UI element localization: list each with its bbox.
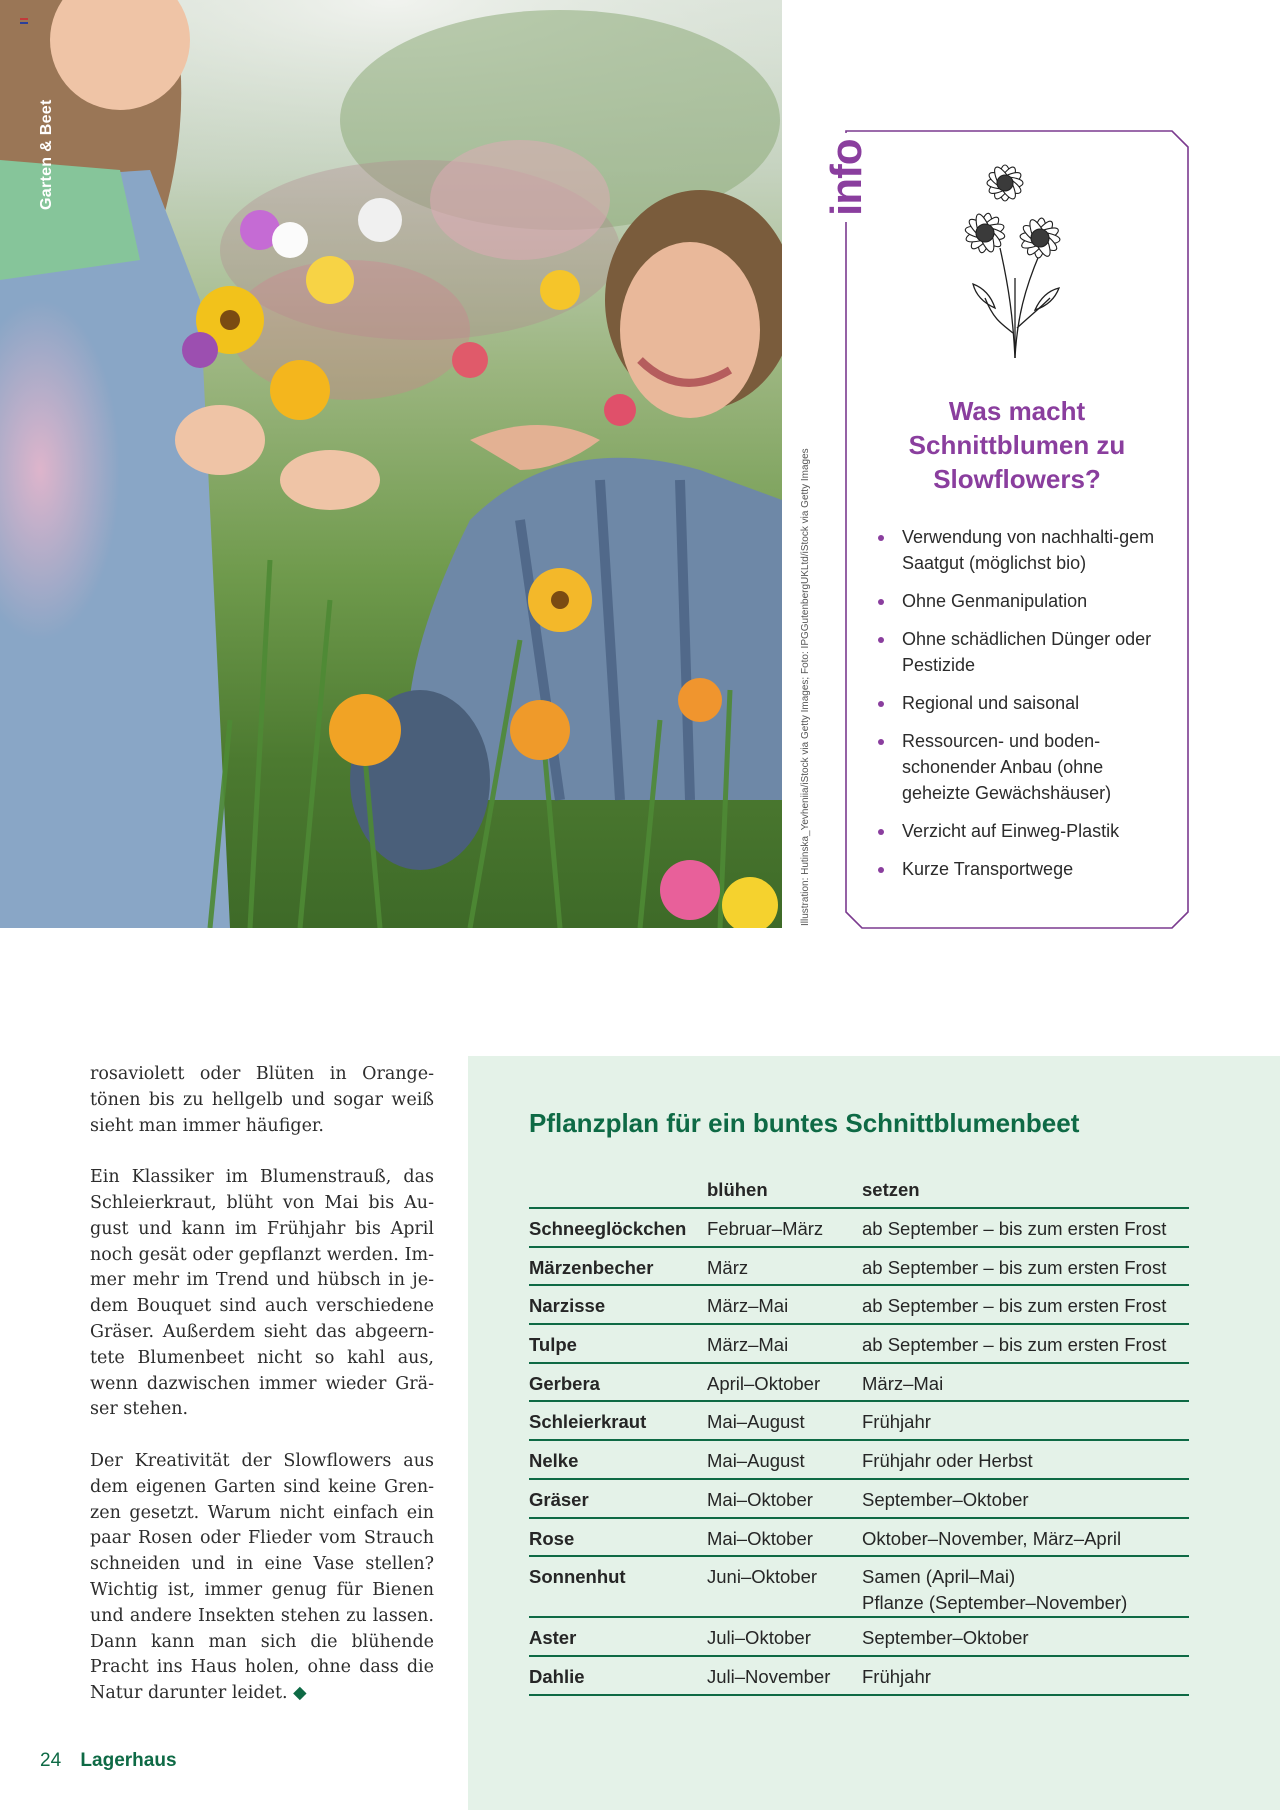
plan-table-row bbox=[529, 1285, 1189, 1324]
bloom-period bbox=[707, 1363, 862, 1402]
plant-name bbox=[529, 1401, 707, 1440]
bloom-period-text: Juli–November bbox=[707, 1665, 831, 1687]
info-title: Was macht Schnittblumen zu Slowflowers? bbox=[908, 396, 1126, 494]
bloom-period-text: Mai–August bbox=[707, 1450, 805, 1472]
plant-name-text: Rose bbox=[529, 1527, 575, 1549]
photo-illustration bbox=[0, 0, 782, 928]
bloom-period bbox=[707, 1440, 862, 1479]
planting-period bbox=[862, 1556, 1189, 1617]
planting-period bbox=[862, 1247, 1189, 1286]
bloom-period-text: Mai–Oktober bbox=[707, 1488, 813, 1510]
info-list-item: Verzicht auf Einweg-Plastik bbox=[876, 818, 1176, 844]
bloom-period bbox=[707, 1479, 862, 1518]
info-list-item: Kurze Transportwege bbox=[876, 856, 1176, 882]
planting-period-text: ab September – bis zum ersten Frost bbox=[862, 1256, 1167, 1278]
page-footer bbox=[40, 1750, 177, 1772]
plant-name-text: Gräser bbox=[529, 1488, 589, 1510]
bloom-period-text: April–Oktober bbox=[707, 1372, 821, 1394]
planting-period-text: ab September – bis zum ersten Frost bbox=[862, 1218, 1167, 1239]
planting-period bbox=[862, 1363, 1189, 1402]
bloom-period bbox=[707, 1401, 862, 1440]
plan-header-name bbox=[529, 1172, 707, 1208]
bloom-period-text: März bbox=[707, 1256, 749, 1278]
planting-period bbox=[862, 1401, 1189, 1440]
plant-name-text: Schleierkraut bbox=[529, 1411, 647, 1433]
plan-table-header bbox=[529, 1172, 1189, 1208]
plan-header-bloom: blühen bbox=[707, 1178, 768, 1200]
plant-name-text: Schneeglöckchen bbox=[529, 1218, 687, 1239]
bloom-period bbox=[707, 1285, 862, 1324]
article-paragraph-text: Der Kreativität der Slowflowers aus dem eigenen Garten sind keine Gren-zen gesetzt. Warum nicht einfach ein paar Rosen oder Flieder vom Strauch schneiden und in eine Vase stellen? Wichtig ist, immer genug für Bienen und andere Insekten stehen zu lassen. Dann kann man sich die blühende Pracht ins Haus holen, ohne dass die Natur darunter leidet. bbox=[90, 1450, 434, 1704]
planting-period bbox=[862, 1617, 1189, 1656]
planting-period-text: Frühjahr bbox=[862, 1411, 931, 1433]
brand-name: Lagerhaus bbox=[80, 1750, 177, 1771]
bloom-period bbox=[707, 1518, 862, 1557]
plan-table-row bbox=[529, 1479, 1189, 1518]
section-label: Garten & Beet bbox=[38, 99, 55, 210]
plan-table-row bbox=[529, 1363, 1189, 1402]
article-body bbox=[90, 1062, 434, 1733]
plant-name-text: Dahlie bbox=[529, 1665, 585, 1687]
plant-name bbox=[529, 1479, 707, 1518]
bloom-period bbox=[707, 1208, 862, 1247]
info-list bbox=[876, 524, 1176, 894]
hero-photo bbox=[0, 0, 782, 928]
plant-name bbox=[529, 1440, 707, 1479]
info-list-item: Ohne Genmanipulation bbox=[876, 588, 1176, 614]
plan-table-row bbox=[529, 1440, 1189, 1479]
plant-name-text: Nelke bbox=[529, 1450, 579, 1472]
bloom-period-text: Mai–August bbox=[707, 1411, 805, 1433]
plan-header-plant: setzen bbox=[862, 1178, 920, 1200]
bloom-period bbox=[707, 1324, 862, 1363]
planting-period bbox=[862, 1324, 1189, 1363]
planting-period bbox=[862, 1656, 1189, 1695]
page-number: 24 bbox=[40, 1750, 62, 1771]
bloom-period bbox=[707, 1247, 862, 1286]
daisy-illustration-icon bbox=[945, 158, 1085, 368]
plan-table-row bbox=[529, 1617, 1189, 1656]
plan-table bbox=[529, 1172, 1189, 1696]
article-paragraph: rosaviolett oder Blüten in Orange-tönen bis zu hellgelb und sogar weiß sieht man immer häufiger. bbox=[90, 1064, 434, 1136]
planting-period bbox=[862, 1479, 1189, 1518]
planting-period-text: Frühjahr bbox=[862, 1665, 931, 1687]
bloom-period-text: Juli–Oktober bbox=[707, 1627, 811, 1649]
planting-period-text: September–Oktober bbox=[862, 1488, 1029, 1510]
info-tag: info bbox=[822, 133, 872, 222]
article-paragraph: Ein Klassiker im Blumenstrauß, das Schleierkraut, blüht von Mai bis Au-gust und kann im Frühjahr bis April noch gesät oder gepflanzt werden. Im-mer mehr im Trend und hübsch in je-dem Bouquet sind auch verschiedene Gräser. Außerdem sieht das abgeern-tete Blumenbeet nicht so kahl aus, wenn dazwischen immer wieder Grä-ser stehen. bbox=[90, 1167, 434, 1420]
planting-period-text: Pflanze (September–November) bbox=[862, 1592, 1128, 1614]
plan-table-row bbox=[529, 1324, 1189, 1363]
plan-title: Pflanzplan für ein buntes Schnittblumenbeet bbox=[529, 1108, 1080, 1138]
bloom-period-text: Mai–Oktober bbox=[707, 1527, 813, 1549]
planting-period-text: Oktober–November, März–April bbox=[862, 1527, 1122, 1549]
planting-period-text: März–Mai bbox=[862, 1372, 944, 1394]
bloom-period-text: Juni–Oktober bbox=[707, 1566, 818, 1588]
planting-period-text: Samen (April–Mai) bbox=[862, 1566, 1016, 1588]
info-list-item: Ressourcen- und boden-schonender Anbau (ohne geheizte Gewächshäuser) bbox=[876, 728, 1176, 806]
planting-period bbox=[862, 1518, 1189, 1557]
info-list-item: Ohne schädlichen Dünger oder Pestizide bbox=[876, 626, 1176, 678]
plant-name bbox=[529, 1518, 707, 1557]
planting-period bbox=[862, 1440, 1189, 1479]
plant-name bbox=[529, 1324, 707, 1363]
plant-name bbox=[529, 1285, 707, 1324]
plant-name bbox=[529, 1556, 707, 1617]
article-paragraph bbox=[90, 1449, 434, 1707]
bloom-period bbox=[707, 1617, 862, 1656]
plan-table-row bbox=[529, 1556, 1189, 1617]
plan-table-row bbox=[529, 1247, 1189, 1286]
plant-name-text: Sonnenhut bbox=[529, 1566, 626, 1588]
planting-period-text: September–Oktober bbox=[862, 1627, 1029, 1649]
plan-table-row bbox=[529, 1656, 1189, 1695]
photo-credit: Illustration: Hutinska_Yevheniia/iStock via Getty Images; Foto: IPGGutenbergUKLtd/iStock via Getty Images bbox=[800, 448, 811, 926]
bloom-period bbox=[707, 1556, 862, 1617]
info-list-item: Verwendung von nachhalti-gem Saatgut (möglichst bio) bbox=[876, 524, 1176, 576]
plant-name-text: Narzisse bbox=[529, 1295, 606, 1317]
plan-table-row bbox=[529, 1518, 1189, 1557]
planting-period-text: Frühjahr oder Herbst bbox=[862, 1450, 1033, 1472]
planting-period bbox=[862, 1208, 1189, 1247]
bloom-period-text: Februar–März bbox=[707, 1218, 824, 1239]
bloom-period-text: März–Mai bbox=[707, 1334, 789, 1356]
plan-table-row bbox=[529, 1401, 1189, 1440]
plant-name-text: Gerbera bbox=[529, 1372, 600, 1394]
info-list-item: Regional und saisonal bbox=[876, 690, 1176, 716]
bloom-period-text: März–Mai bbox=[707, 1295, 789, 1317]
plant-name bbox=[529, 1656, 707, 1695]
planting-period-text: ab September – bis zum ersten Frost bbox=[862, 1334, 1167, 1356]
plan-table-row bbox=[529, 1208, 1189, 1247]
plant-name bbox=[529, 1247, 707, 1286]
planting-period-text: ab September – bis zum ersten Frost bbox=[862, 1295, 1167, 1317]
planting-period bbox=[862, 1285, 1189, 1324]
plant-name bbox=[529, 1617, 707, 1656]
plant-name-text: Tulpe bbox=[529, 1334, 577, 1356]
bloom-period bbox=[707, 1656, 862, 1695]
plant-name bbox=[529, 1363, 707, 1402]
end-mark-icon: ◆ bbox=[293, 1683, 307, 1704]
plant-name-text: Märzenbecher bbox=[529, 1256, 654, 1278]
plant-name-text: Aster bbox=[529, 1627, 577, 1649]
flag-mark-icon bbox=[20, 18, 28, 24]
plant-name bbox=[529, 1208, 707, 1247]
